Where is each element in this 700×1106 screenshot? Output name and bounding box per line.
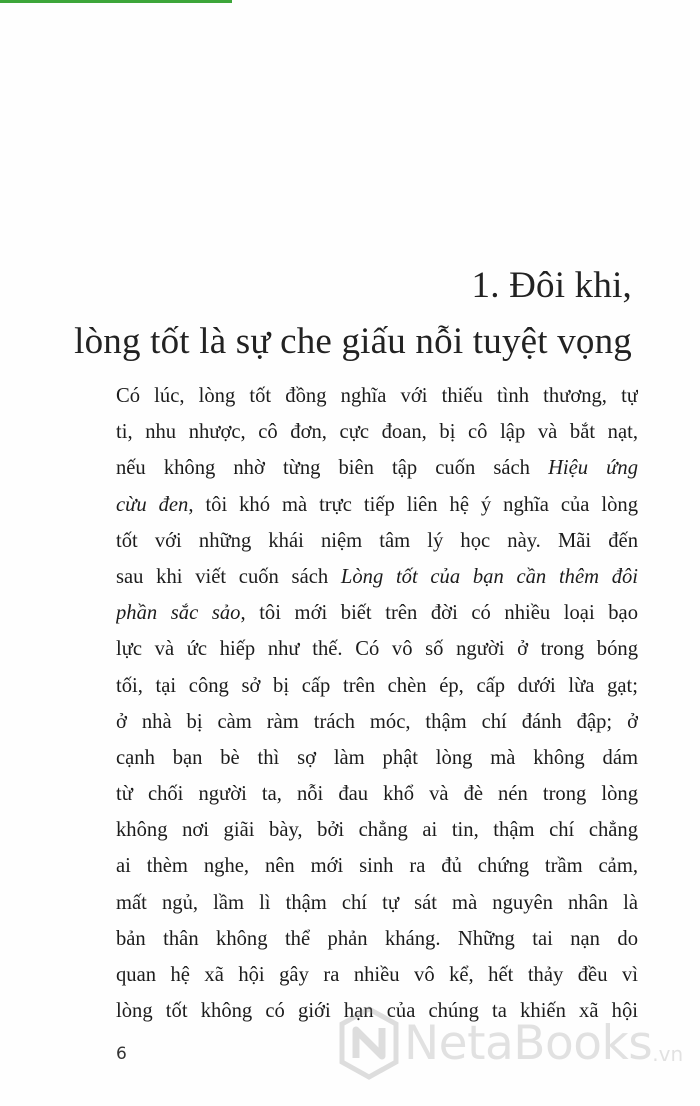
chapter-title bbox=[74, 258, 632, 370]
book-title-italic: phần sắc sảo bbox=[116, 602, 241, 625]
text-line: quan hệ xã hội gây ra nhiều vô kể, hết thảy đều vì bbox=[116, 964, 638, 986]
chapter-title-line-1: 1. Đôi khi, bbox=[471, 265, 632, 306]
text-line: nếu không nhờ từng biên tập cuốn sách Hiệu ứng bbox=[116, 457, 638, 480]
watermark-brand: NetaBooks bbox=[404, 1015, 653, 1071]
text-line: sau khi viết cuốn sách Lòng tốt của bạn cần thêm đôi bbox=[116, 565, 638, 588]
text-line: Có lúc, lòng tốt đồng nghĩa với thiếu tình thương, tự bbox=[116, 385, 638, 407]
text-line: phần sắc sảo, tôi mới biết trên đời có nhiều loại bạo bbox=[116, 602, 638, 625]
text-line: lực và ức hiếp như thế. Có vô số người ở trong bóng bbox=[116, 638, 638, 661]
text-line: cừu đen, tôi khó mà trực tiếp liên hệ ý nghĩa của lòng bbox=[116, 493, 638, 516]
watermark-suffix: .vn bbox=[652, 1042, 684, 1066]
book-title-italic: Lòng tốt của bạn cần thêm đôi bbox=[340, 565, 638, 588]
top-accent-bar bbox=[0, 0, 232, 3]
text-line: từ chối người ta, nỗi đau khổ và đè nén trong lòng bbox=[116, 783, 638, 806]
text-line: tối, tại công sở bị cấp trên chèn ép, cấp dưới lừa gạt; bbox=[116, 674, 638, 697]
text-line: ai thèm nghe, nên mới sinh ra đủ chứng trầm cảm, bbox=[116, 855, 638, 878]
book-title-italic: Hiệu ứng bbox=[548, 457, 638, 480]
text-line: lòng tốt không có giới hạn của chúng ta khiến xã hội bbox=[116, 1000, 638, 1023]
body-paragraph bbox=[116, 378, 638, 1029]
text-line: tốt với những khái niệm tâm lý học này. Mãi đến bbox=[116, 529, 638, 552]
text-line: ở nhà bị càm ràm trách móc, thậm chí đánh đập; ở bbox=[116, 710, 638, 733]
page-number: 6 bbox=[116, 1044, 127, 1064]
book-title-italic: cừu đen bbox=[116, 493, 189, 516]
text-line: không nơi giãi bày, bởi chẳng ai tin, thậm chí chẳng bbox=[116, 819, 638, 842]
text-line: ti, nhu nhược, cô đơn, cực đoan, bị cô lập và bắt nạt, bbox=[116, 421, 638, 444]
text-line: mất ngủ, lầm lì thậm chí tự sát mà nguyên nhân là bbox=[116, 891, 638, 914]
chapter-title-line-2: lòng tốt là sự che giấu nỗi tuyệt vọng bbox=[74, 321, 632, 362]
text-line: cạnh bạn bè thì sợ làm phật lòng mà không dám bbox=[116, 746, 638, 769]
text-line: bản thân không thể phản kháng. Những tai nạn do bbox=[116, 927, 638, 950]
